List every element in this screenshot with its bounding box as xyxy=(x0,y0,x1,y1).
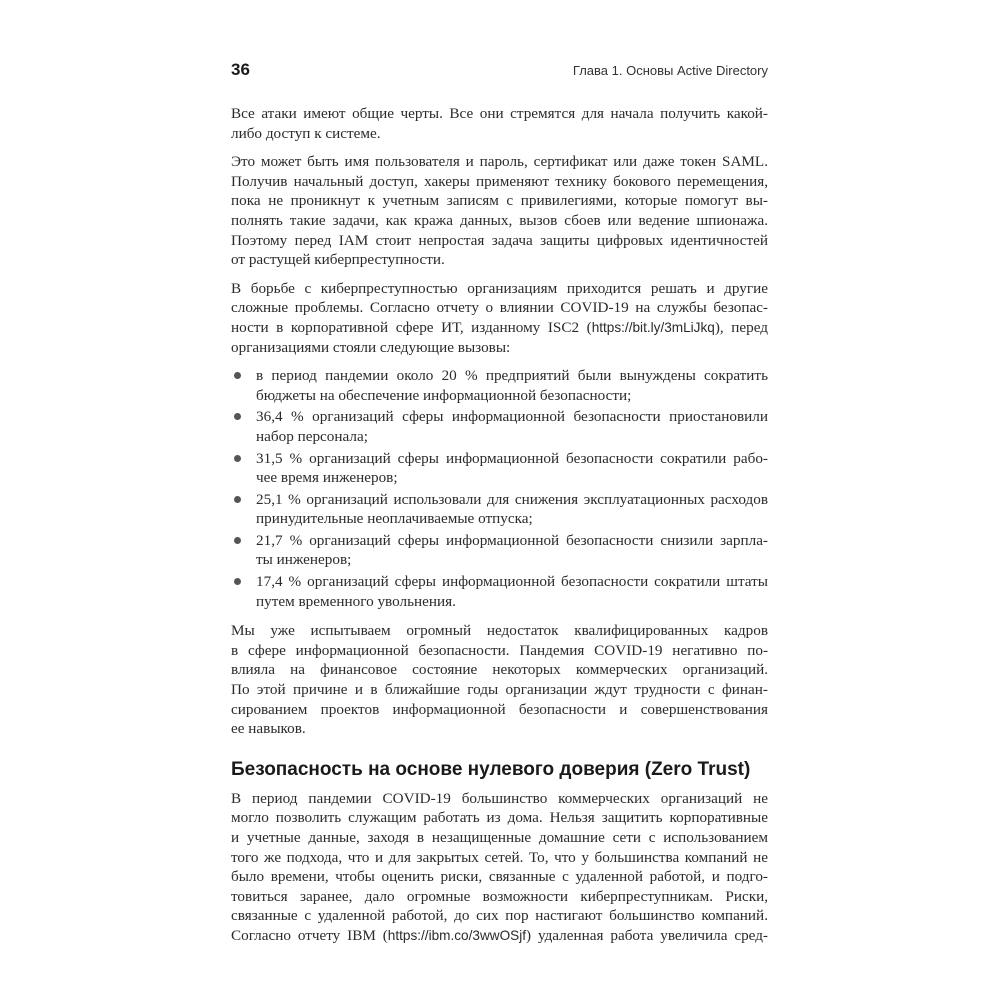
bullet-icon xyxy=(234,537,241,544)
text-line: полнять такие задачи, как кража данных, вызов сбоев или ведение шпионажа. xyxy=(231,211,768,229)
text-line: 25,1 % организаций использовали для снижения эксплуатационных расходов xyxy=(256,490,768,508)
text-span: ности в корпоративной сфере ИТ, изданному ISC2 ( xyxy=(231,318,592,336)
text-line: 36,4 % организаций сферы информационной безопасности приостановили xyxy=(256,408,768,426)
text-line: Поэтому перед IAM стоит непростая задача защиты цифровых идентичностей xyxy=(231,231,768,249)
bullet-icon xyxy=(234,455,241,462)
isc2-report-link[interactable]: https://bit.ly/3mLiJkq xyxy=(591,319,715,335)
text-line: могло позволить служащим работать из дома. Нельзя защитить корпоративные xyxy=(231,809,768,827)
text-line: и учетные данные, заходя в незащищенные домашние сети с использованием xyxy=(231,829,768,846)
text-line: либо доступ к системе. xyxy=(231,124,381,142)
list-item xyxy=(231,572,768,611)
text-line: влияла на финансовое состояние некоторых коммерческих организаций. xyxy=(231,661,768,679)
text-line xyxy=(231,926,768,946)
bullet-icon xyxy=(234,578,241,585)
running-title: Глава 1. Основы Active Directory xyxy=(572,63,768,78)
text-line: в период пандемии около 20 % предприятий были вынуждены сократить xyxy=(256,367,768,385)
text-line: принудительные неоплачиваемые отпуска; xyxy=(256,510,533,528)
text-line: В борьбе с киберпреступностью организациям приходится решать и другие xyxy=(231,279,768,297)
text-line: Это может быть имя пользователя и пароль, сертификат или даже токен SAML. xyxy=(231,153,768,171)
text-line: Мы уже испытываем огромный недостаток квалифицированных кадров xyxy=(231,622,768,640)
paragraph-1 xyxy=(231,104,768,143)
text-line: сированием проектов информационной безопасности и совершенствования xyxy=(231,700,768,718)
page-number: 36 xyxy=(231,60,250,79)
text-line: В период пандемии COVID-19 большинство коммерческих организаций не xyxy=(231,789,768,807)
text-line: 17,4 % организаций сферы информационной безопасности сократили штаты xyxy=(256,573,768,591)
text-line: организациями стояли следующие вызовы: xyxy=(231,338,511,356)
list-item xyxy=(231,531,768,570)
text-line: в сфере информационной безопасности. Пандемия COVID-19 негативно по- xyxy=(231,641,768,659)
text-line: 31,5 % организаций сферы информационной безопасности сократили рабо- xyxy=(256,449,768,467)
text-line: Все атаки имеют общие черты. Все они стремятся для начала получить какой- xyxy=(231,105,768,122)
challenges-list xyxy=(231,366,768,611)
text-line: чее время инженеров; xyxy=(256,469,398,487)
text-line: бюджеты на обеспечение информационной безопасности; xyxy=(256,386,632,404)
bullet-icon xyxy=(234,496,241,503)
bullet-icon xyxy=(234,372,241,379)
text-line: пока не проникнут к учетным записям с привилегиями, которые помогут вы- xyxy=(231,192,768,210)
list-item xyxy=(231,490,768,529)
text-line xyxy=(231,318,768,338)
page-body xyxy=(231,104,768,955)
text-line: 21,7 % организаций сферы информационной безопасности снизили зарпла- xyxy=(256,531,768,549)
text-line: По этой причине и в ближайшие годы организации ждут трудности с финан- xyxy=(231,681,768,699)
text-line: ты инженеров; xyxy=(256,551,352,569)
page-header xyxy=(231,60,768,88)
text-line: было времени, чтобы оценить риски, связанные с удаленной работой, и подго- xyxy=(231,868,768,886)
text-line: того же подхода, что и для закрытых сетей. То, что у большинства компаний не xyxy=(231,848,768,866)
text-span: ) удаленная работа увеличила сред- xyxy=(526,926,768,944)
section-heading: Безопасность на основе нулевого доверия (Zero Trust) xyxy=(231,758,751,780)
list-item xyxy=(231,366,768,405)
list-item xyxy=(231,449,768,488)
list-item xyxy=(231,407,768,446)
paragraph-3 xyxy=(231,279,768,357)
text-line: набор персонала; xyxy=(256,427,368,445)
paragraph-4 xyxy=(231,621,768,739)
text-line: сложные проблемы. Согласно отчету о влиянии COVID-19 на службы безопас- xyxy=(231,299,768,317)
text-line: связанные с удаленной работой, до сих пор настигают большинство компаний. xyxy=(231,907,768,925)
text-line: товиться заранее, дало огромные возможности киберпреступникам. Риски, xyxy=(231,887,768,905)
text-line: путем временного увольнения. xyxy=(256,592,456,610)
ibm-report-link[interactable]: https://ibm.co/3wwOSjf xyxy=(387,927,527,943)
text-line: от растущей киберпреступности. xyxy=(231,251,445,269)
paragraph-5 xyxy=(231,789,768,946)
text-line: ее навыков. xyxy=(231,720,306,738)
bullet-icon xyxy=(234,413,241,420)
text-line: Получив начальный доступ, хакеры применяют технику бокового перемещения, xyxy=(231,172,768,190)
text-span: Согласно отчету IBM ( xyxy=(231,926,388,944)
text-span: ), перед xyxy=(714,318,768,336)
paragraph-2 xyxy=(231,152,768,270)
